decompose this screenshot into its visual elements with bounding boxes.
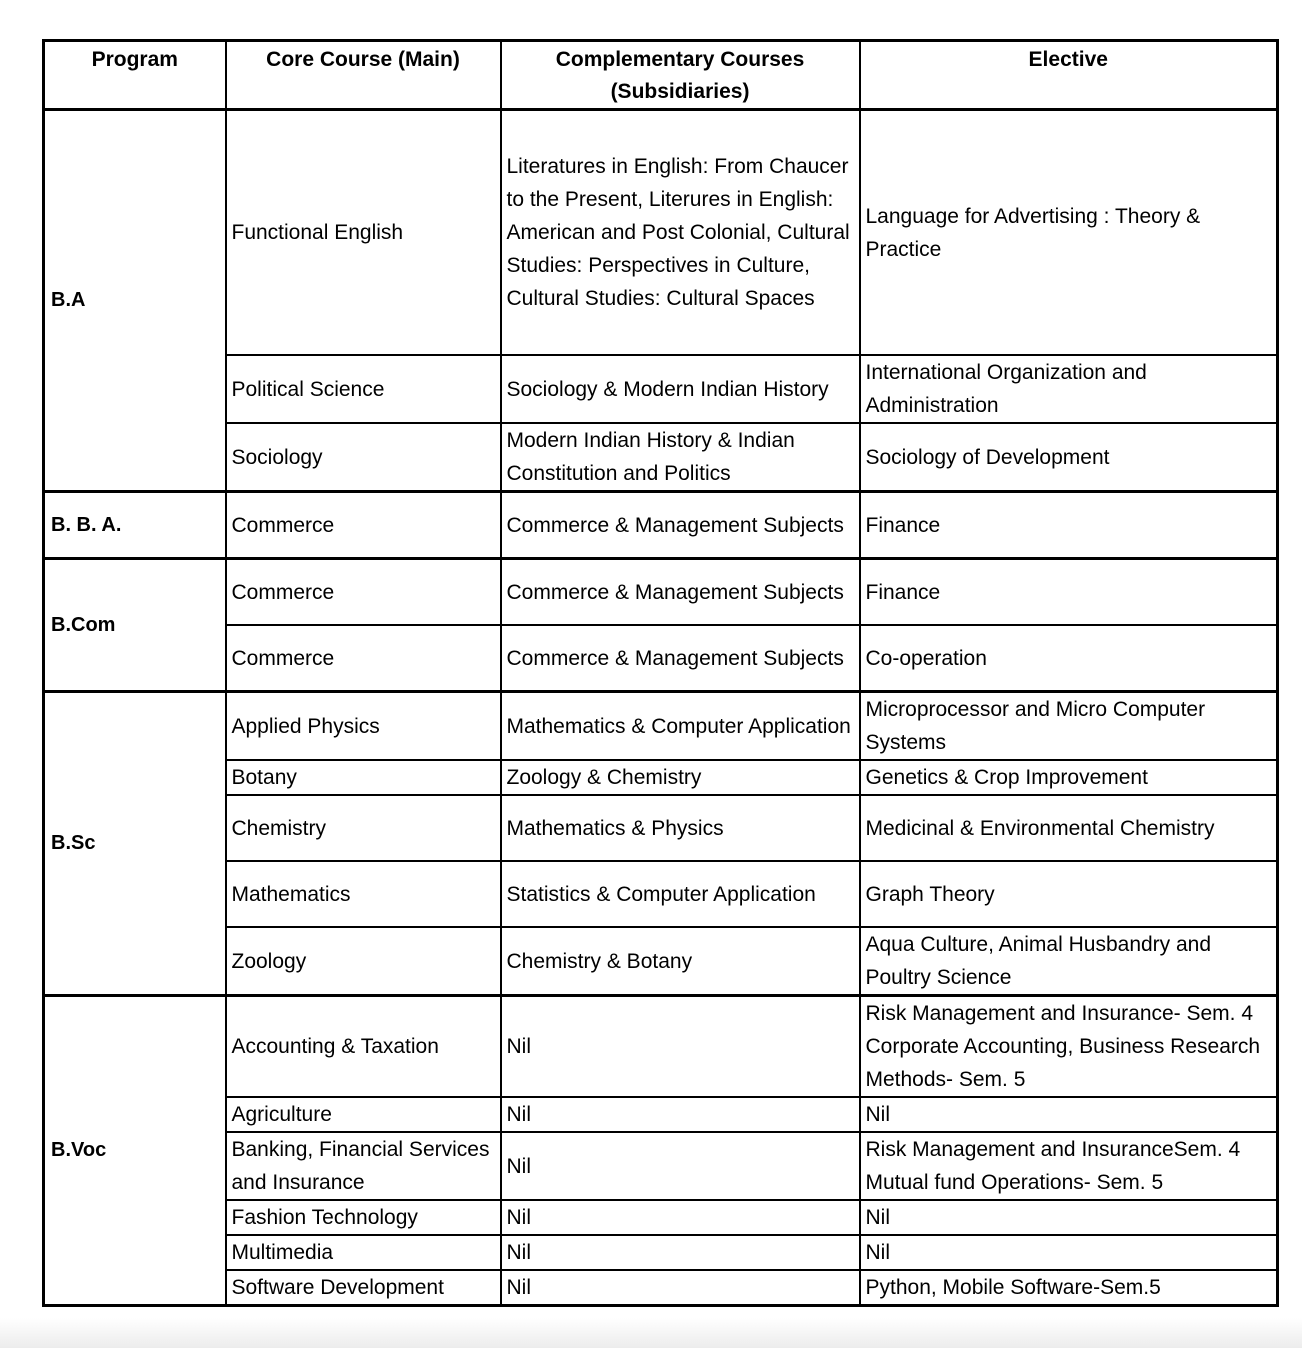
complementary-cell: Nil [501, 1270, 860, 1306]
elective-cell: Nil [860, 1097, 1278, 1132]
elective-cell: Co-operation [860, 625, 1278, 692]
table-row [44, 1270, 1278, 1306]
complementary-cell: Zoology & Chemistry [501, 760, 860, 795]
table-row [44, 492, 1278, 559]
program-cell: B.A [44, 110, 226, 492]
core-cell: Banking, Financial Services and Insurance [226, 1132, 501, 1200]
complementary-cell: Nil [501, 1200, 860, 1235]
table-row [44, 1097, 1278, 1132]
core-cell: Mathematics [226, 861, 501, 927]
elective-cell: Graph Theory [860, 861, 1278, 927]
elective-cell: Language for Advertising : Theory & Practice [860, 110, 1278, 356]
program-cell: B. B. A. [44, 492, 226, 559]
table-row [44, 110, 1278, 356]
complementary-cell: Modern Indian History & Indian Constitution and Politics [501, 423, 860, 492]
program-cell: B.Sc [44, 692, 226, 996]
table-row [44, 996, 1278, 1098]
complementary-cell: Sociology & Modern Indian History [501, 355, 860, 423]
core-cell: Political Science [226, 355, 501, 423]
header-core-course: Core Course (Main) [226, 41, 501, 110]
elective-cell: Nil [860, 1200, 1278, 1235]
core-cell: Software Development [226, 1270, 501, 1306]
core-cell: Agriculture [226, 1097, 501, 1132]
elective-cell: Finance [860, 492, 1278, 559]
core-cell: Multimedia [226, 1235, 501, 1270]
table-row [44, 1200, 1278, 1235]
table-row [44, 1132, 1278, 1200]
table-row [44, 1235, 1278, 1270]
complementary-cell: Nil [501, 1097, 860, 1132]
table-row [44, 861, 1278, 927]
elective-cell: Risk Management and InsuranceSem. 4 Mutual fund Operations- Sem. 5 [860, 1132, 1278, 1200]
complementary-cell: Nil [501, 1235, 860, 1270]
elective-cell: Nil [860, 1235, 1278, 1270]
elective-cell: Finance [860, 559, 1278, 626]
elective-cell: Sociology of Development [860, 423, 1278, 492]
complementary-cell: Commerce & Management Subjects [501, 492, 860, 559]
elective-cell: Medicinal & Environmental Chemistry [860, 795, 1278, 861]
program-cell: B.Voc [44, 996, 226, 1306]
elective-cell: Microprocessor and Micro Computer Systems [860, 692, 1278, 761]
program-cell: B.Com [44, 559, 226, 692]
programs-table [42, 39, 1279, 1307]
table-row [44, 355, 1278, 423]
table-row [44, 625, 1278, 692]
core-cell: Chemistry [226, 795, 501, 861]
core-cell: Fashion Technology [226, 1200, 501, 1235]
complementary-cell: Nil [501, 996, 860, 1098]
complementary-cell: Nil [501, 1132, 860, 1200]
complementary-cell: Mathematics & Physics [501, 795, 860, 861]
elective-cell: Risk Management and Insurance- Sem. 4 Corporate Accounting, Business Research Methods- Sem. 5 [860, 996, 1278, 1098]
table-row [44, 927, 1278, 996]
table-row [44, 559, 1278, 626]
complementary-cell: Literatures in English: From Chaucer to the Present, Literures in English: American and Post Colonial, Cultural Studies: Perspectives in Culture, Cultural Studies: Cultural Spaces [501, 110, 860, 356]
core-cell: Commerce [226, 625, 501, 692]
table-row [44, 795, 1278, 861]
core-cell: Sociology [226, 423, 501, 492]
table-row [44, 692, 1278, 761]
core-cell: Botany [226, 760, 501, 795]
core-cell: Commerce [226, 492, 501, 559]
header-elective: Elective [860, 41, 1278, 110]
elective-cell: Python, Mobile Software-Sem.5 [860, 1270, 1278, 1306]
complementary-cell: Commerce & Management Subjects [501, 625, 860, 692]
complementary-cell: Commerce & Management Subjects [501, 559, 860, 626]
elective-cell: Aqua Culture, Animal Husbandry and Poultry Science [860, 927, 1278, 996]
core-cell: Commerce [226, 559, 501, 626]
core-cell: Accounting & Taxation [226, 996, 501, 1098]
complementary-cell: Mathematics & Computer Application [501, 692, 860, 761]
table-row [44, 760, 1278, 795]
header-complementary-courses: Complementary Courses (Subsidiaries) [501, 41, 860, 110]
core-cell: Zoology [226, 927, 501, 996]
elective-cell: Genetics & Crop Improvement [860, 760, 1278, 795]
table-row [44, 423, 1278, 492]
complementary-cell: Chemistry & Botany [501, 927, 860, 996]
complementary-cell: Statistics & Computer Application [501, 861, 860, 927]
core-cell: Functional English [226, 110, 501, 356]
header-row [44, 41, 1278, 110]
core-cell: Applied Physics [226, 692, 501, 761]
header-program: Program [44, 41, 226, 110]
elective-cell: International Organization and Administration [860, 355, 1278, 423]
